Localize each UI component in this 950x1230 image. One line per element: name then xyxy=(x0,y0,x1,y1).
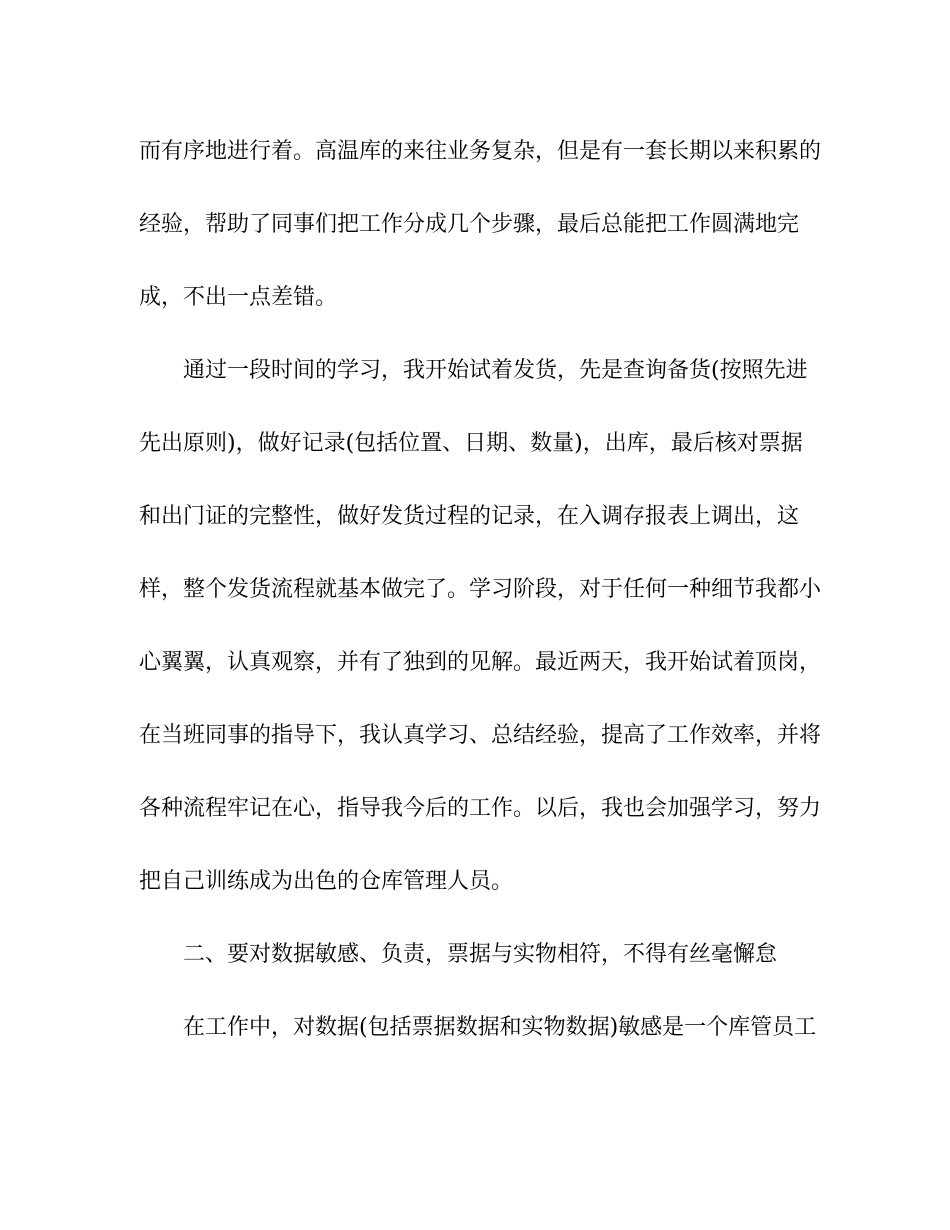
paragraph-line: 心翼翼，认真观察，并有了独到的见解。最近两天，我开始试着顶岗， xyxy=(139,650,822,675)
paragraph-line: 先出原则)，做好记录(包括位置、日期、数量)，出库，最后核对票据 xyxy=(139,431,803,456)
paragraph-first-line: 在工作中，对数据(包括票据数据和实物数据)敏感是一个库管员工 xyxy=(183,1015,817,1040)
paragraph-line: 各种流程牢记在心，指导我今后的工作。以后，我也会加强学习，努力 xyxy=(139,796,822,821)
paragraph-line: 把自己训练成为出色的仓库管理人员。 xyxy=(139,869,514,894)
paragraph-line: 经验，帮助了同事们把工作分成几个步骤，最后总能把工作圆满地完 xyxy=(139,212,800,237)
paragraph-line: 在当班同事的指导下，我认真学习、总结经验，提高了工作效率，并将 xyxy=(139,723,822,748)
paragraph-line: 样，整个发货流程就基本做完了。学习阶段，对于任何一种细节我都小 xyxy=(139,577,822,602)
section-heading: 二、要对数据敏感、负责，票据与实物相符，不得有丝毫懈怠 xyxy=(183,942,778,967)
paragraph-line: 成，不出一点差错。 xyxy=(139,285,338,310)
paragraph-line: 和出门证的完整性，做好发货过程的记录，在入调存报表上调出，这 xyxy=(139,504,800,529)
paragraph-first-line: 通过一段时间的学习，我开始试着发货，先是查询备货(按照先进 xyxy=(183,358,808,383)
paragraph-line: 而有序地进行着。高温库的来往业务复杂，但是有一套长期以来积累的 xyxy=(139,139,822,164)
